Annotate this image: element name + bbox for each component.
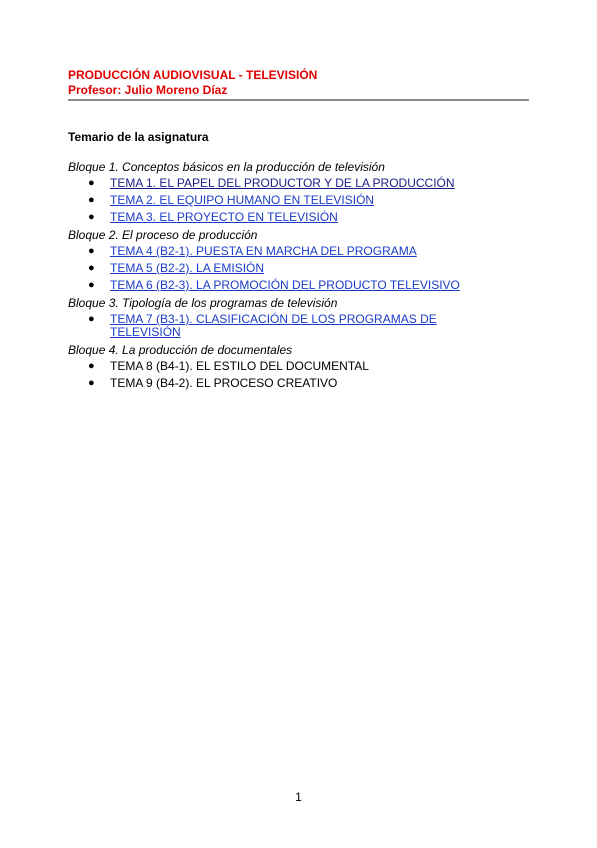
bloque-2-list [68,245,508,292]
bloque-1-list [68,177,508,224]
course-title: PRODUCCIÓN AUDIOVISUAL - TELEVISIÓN [68,68,318,82]
bullet-icon: ● [88,177,95,189]
list-item [68,360,508,373]
bloque-2-label: Bloque 2. El proceso de producción [68,228,258,242]
document-header [68,68,529,101]
tema-2-link[interactable]: TEMA 2. EL EQUIPO HUMANO EN TELEVISIÓN [110,193,375,207]
bloque-3-list [68,313,508,339]
tema-1-link[interactable]: TEMA 1. EL PAPEL DEL PRODUCTOR Y DE LA PRODUCCIÓN [110,176,455,190]
bullet-icon: ● [88,279,95,291]
tema-9-text: TEMA 9 (B4-2). EL PROCESO CREATIVO [110,376,338,390]
page-number: 1 [295,790,302,804]
bullet-icon: ● [88,262,95,274]
list-item [68,177,508,190]
bullet-icon: ● [88,377,95,389]
bloque-4-list [68,360,508,390]
section-title: Temario de la asignatura [68,130,209,144]
list-item [68,194,508,207]
bullet-icon: ● [88,194,95,206]
list-item [68,279,508,292]
list-item [68,262,508,275]
list-item [68,245,508,258]
bullet-icon: ● [88,245,95,257]
list-item [68,313,508,339]
bullet-icon: ● [88,360,95,372]
syllabus [68,160,508,394]
tema-4-link[interactable]: TEMA 4 (B2-1). PUESTA EN MARCHA DEL PROGRAMA [110,244,417,258]
tema-3-link[interactable]: TEMA 3. EL PROYECTO EN TELEVISIÓN [110,210,338,224]
tema-7-link[interactable]: TEMA 7 (B3-1). CLASIFICACIÓN DE LOS PROGRAMAS DE TELEVISIÓN [110,312,437,339]
bloque-1-label: Bloque 1. Conceptos básicos en la producción de televisión [68,160,385,174]
bullet-icon: ● [88,211,95,223]
bloque-4-label: Bloque 4. La producción de documentales [68,343,293,357]
list-item [68,377,508,390]
header-divider [68,99,529,101]
tema-8-text: TEMA 8 (B4-1). EL ESTILO DEL DOCUMENTAL [110,359,369,373]
professor-name: Profesor: Julio Moreno Díaz [68,83,228,97]
tema-6-link[interactable]: TEMA 6 (B2-3). LA PROMOCIÓN DEL PRODUCTO TELEVISIVO [110,278,460,292]
list-item [68,211,508,224]
tema-5-link[interactable]: TEMA 5 (B2-2). LA EMISIÓN [110,261,265,275]
bullet-icon: ● [88,313,95,325]
bloque-3-label: Bloque 3. Tipología de los programas de televisión [68,296,338,310]
